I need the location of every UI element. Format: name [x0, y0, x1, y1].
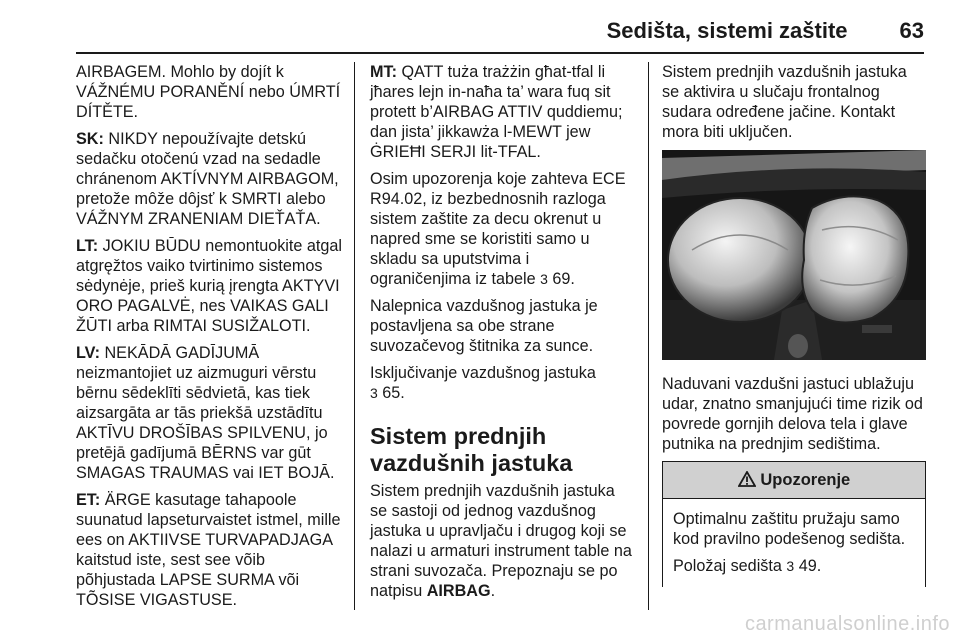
warning-header — [663, 462, 925, 499]
header-rule — [76, 52, 924, 54]
paragraph-deactivation — [370, 363, 634, 403]
paragraph-lt — [76, 236, 348, 336]
page-ref-arrow-icon: 3 — [786, 558, 795, 574]
paragraph-cs-warning-end: AIRBAGEM. Mohlo by dojít k VÁŽNÉMU PORANĚNÍ nebo ÚMRTÍ DÍTĚTE. — [76, 63, 341, 121]
warning-triangle-icon — [738, 471, 761, 489]
paragraph-inflated: Naduvani vazdušni jastuci ublažuju udar, znatno smanjujući time rizik od povrede gornjih delova tela i glave putnika na prednjim sedištima. — [662, 375, 923, 453]
page-ref-link[interactable]: 69. — [552, 270, 575, 288]
paragraph-text: NIKDY nepoužívajte detskú sedačku otočenú vzad na sedadle chránenom AKTÍVNYM AIRBAGOM, pretože môže dôjsť k SMRTI alebo VÁŽNYM ZRANENIAM DIEŤAŤA. — [76, 130, 339, 228]
warning-title: Upozorenje — [760, 471, 851, 489]
language-code: LT: — [76, 237, 99, 255]
language-code: LV: — [76, 344, 100, 362]
page-number: 63 — [899, 18, 924, 43]
paragraph-system: Sistem prednjih vazdušnih jastuka se sastoji od jednog vazdušnog jastuka u upravljaču i drugog koji se nalazi u armaturi instrument table na strani suvozača. Prepoznaju se po natpisu AIRBAG. — [370, 482, 632, 600]
paragraph-text: Položaj sedišta — [673, 557, 787, 575]
paragraph-mt — [370, 62, 634, 162]
page-ref-link[interactable]: 65. — [382, 384, 405, 402]
language-code: ET: — [76, 491, 101, 509]
paragraph-text: NEKĀDĀ GADĪJUMĀ neizmantojiet uz aizmuguri vērstu bērnu sēdeklīti sēdvietā, kas tiek aizsargāta ar tās priekšā uzstādītu AKTĪVU DROŠĪBAS SPILVENU, jo pretējā gadījumā BĒRNS var gūt SMAGAS TRAUMAS vai IET BOJĀ. — [76, 344, 335, 482]
column-left — [76, 62, 348, 617]
paragraph-text: Isključivanje vazdušnog jastuka — [370, 364, 596, 382]
warning-body — [663, 499, 925, 587]
paragraph-label: Nalepnica vazdušnog jastuka je postavljena sa obe strane suvozačevog štitnika za sunce. — [370, 297, 598, 355]
page-ref-arrow-icon: 3 — [540, 271, 548, 287]
paragraph-activation: Sistem prednjih vazdušnih jastuka se aktivira u slučaju frontalnog sudara određene jačine. Kontakt mora biti uključen. — [662, 63, 907, 141]
paragraph-text: Osim upozorenja koje zahteva ECE R94.02, iz bezbednosnih razloga sistem zaštite za decu okrenut u napred sme se koristiti samo u skladu sa uputstvima i ograničenjima iz tabele — [370, 170, 626, 288]
paragraph-sk — [76, 129, 348, 229]
paragraph-text: ÄRGE kasutage tahapoole suunatud lapseturvaistet istmel, mille ees on AKTIIVSE TURVAPADJAGA kaitstud iste, sest see võib põhjustada LAPSE SURMA või TÕSISE VIGASTUSE. — [76, 491, 341, 609]
column-middle — [370, 62, 634, 608]
paragraph-text: QATT tuża trażżin għat-tfal li jħares lejn in-naħa ta’ wara fuq sit protett b’AIRBAG ATTIV quddiemu; dan jista’ jikkawża l-MEWT jew ĠRIEĦI SERJI lit-TFAL. — [370, 63, 623, 161]
airbag-label: AIRBAG — [426, 582, 491, 600]
section-heading: Sistem prednjih vazdušnih jastuka — [370, 423, 573, 476]
column-right — [662, 62, 926, 587]
page-ref-link[interactable]: 49. — [798, 557, 822, 575]
paragraph-ece — [370, 169, 634, 289]
warning-box — [662, 461, 926, 587]
paragraph-text: JOKIU BŪDU nemontuokite atgal atgręžtos vaiko tvirtinimo sistemos sėdynėje, prieš kurią įrengta AKTYVI ORO PAGALVĖ, nes VAIKAS GALI ŽŪTI arba RIMTAI SUSIŽALOTI. — [76, 237, 342, 335]
airbags-illustration — [662, 150, 926, 360]
warning-seat-ref — [673, 556, 915, 576]
page-title: Sedišta, sistemi zaštite — [606, 18, 848, 43]
language-code: SK: — [76, 130, 104, 148]
paragraph-text: Sistem prednjih vazdušnih jastuka se sastoji od jednog vazdušnog jastuka u upravljaču i drugog koji se nalazi u armaturi instrument table na strani suvozača. Prepoznaju se po natpisu — [370, 482, 632, 600]
paragraph-et — [76, 490, 348, 610]
watermark: carmanualsonline.info — [744, 613, 950, 635]
page-ref-arrow-icon: 3 — [370, 385, 378, 401]
language-code: MT: — [370, 63, 397, 81]
page-header — [607, 18, 924, 44]
column-divider — [354, 62, 355, 610]
warning-text: Optimalnu zaštitu pružaju samo kod pravilno podešenog sedišta. — [673, 510, 906, 548]
paragraph-lv — [76, 343, 348, 483]
inflated-airbags-photo — [662, 150, 926, 360]
column-divider — [648, 62, 649, 610]
